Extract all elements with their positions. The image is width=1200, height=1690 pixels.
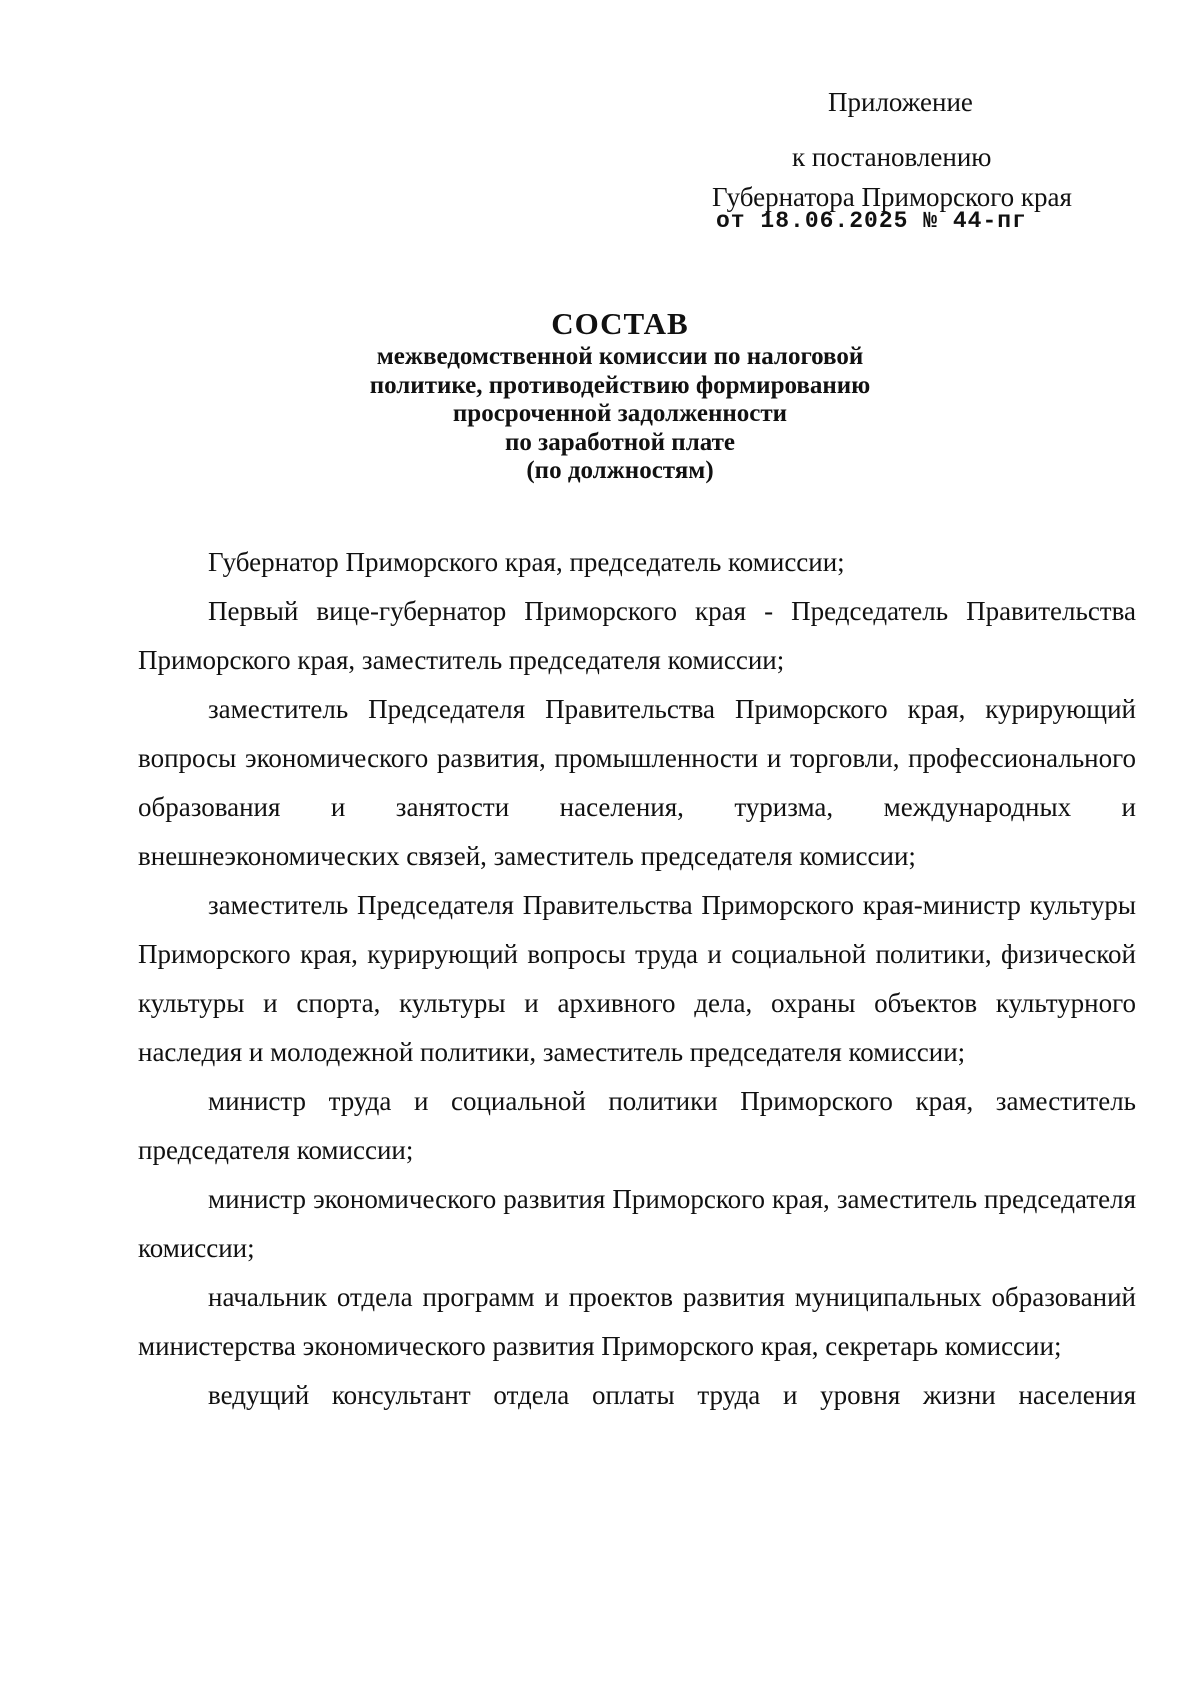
- document-title: [250, 305, 990, 486]
- appendix-label: Приложение: [828, 87, 973, 117]
- member-item: Первый вице-губернатор Приморского края - Председатель Правительства Приморского края, заместитель председателя комиссии;: [138, 596, 1136, 675]
- title-line: просроченной задолженности: [452, 400, 788, 427]
- members-list: [138, 538, 1136, 1420]
- title-line: политике, противодействию формированию: [369, 371, 871, 399]
- member-item: министр экономического развития Приморского края, заместитель председателя комиссии;: [138, 1184, 1136, 1263]
- resolution-line-2: Губернатора Приморского края: [712, 182, 1072, 212]
- title-line: межведомственной комиссии по налоговой: [376, 343, 864, 370]
- member-item: министр труда и социальной политики Приморского края, заместитель председателя комиссии;: [138, 1086, 1136, 1165]
- member-item: ведущий консультант отдела оплаты труда и уровня жизни населения: [208, 1380, 1136, 1410]
- title-line: (по должностям): [526, 457, 714, 484]
- member-item: начальник отдела программ и проектов развития муниципальных образований министерства экономического развития Приморского края, секретарь комиссии;: [138, 1282, 1136, 1361]
- member-item: заместитель Председателя Правительства Приморского края, курирующий вопросы экономического развития, промышленности и торговли, профессионального образования и занятости населения, туризма, международных и внешнеэкономических связей, заместитель председателя комиссии;: [138, 694, 1136, 871]
- title-line: по заработной плате: [505, 428, 735, 456]
- date-number-stamp: от 18.06.2025 № 44-пг: [716, 208, 1027, 234]
- resolution-reference: [700, 137, 1120, 217]
- title-main: СОСТАВ: [551, 306, 689, 341]
- member-item: заместитель Председателя Правительства Приморского края-министр культуры Приморского края, курирующий вопросы труда и социальной политики, физической культуры и спорта, культуры и архивного дела, охраны объектов культурного наследия и молодежной политики, заместитель председателя комиссии;: [138, 890, 1136, 1067]
- member-item: Губернатор Приморского края, председатель комиссии;: [208, 547, 845, 577]
- resolution-line-1: к постановлению: [792, 142, 992, 172]
